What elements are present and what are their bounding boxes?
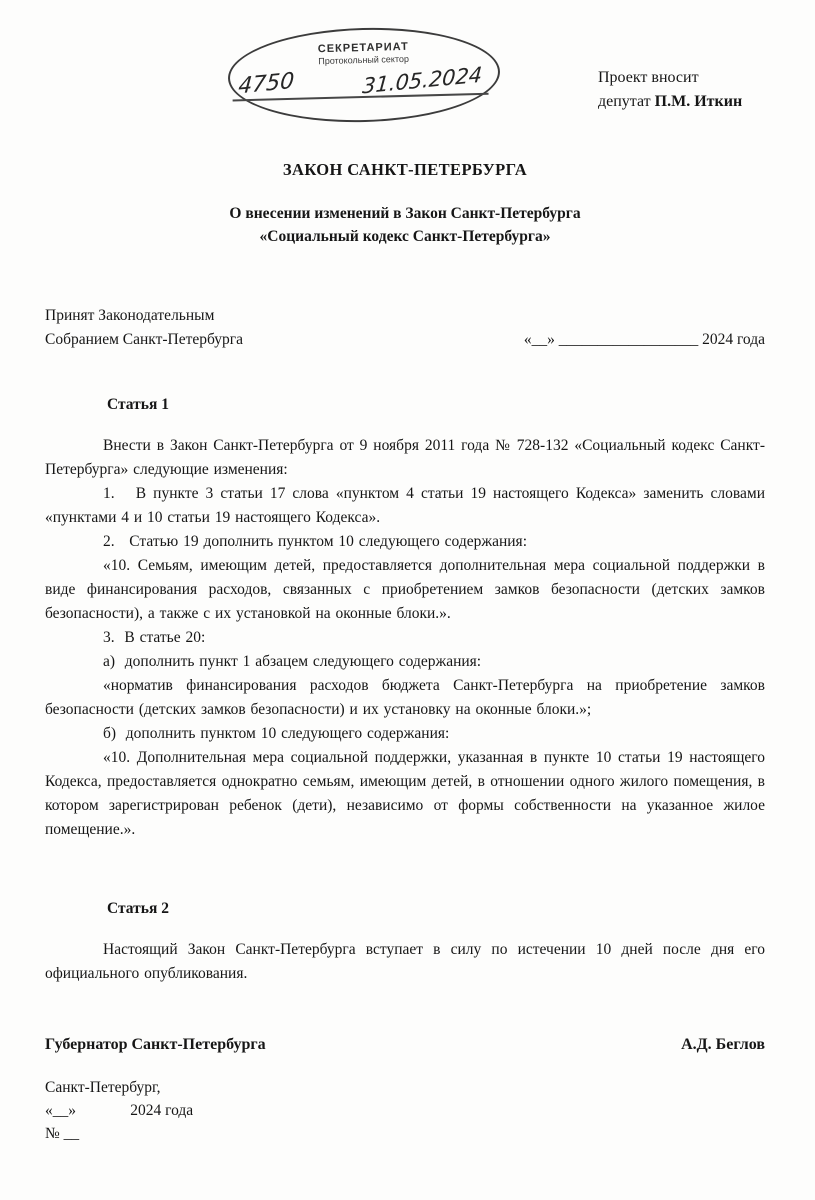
adoption-left-line-1: Принят Законодательным (45, 307, 215, 324)
submitter-role: депутат (598, 93, 651, 110)
footer-number-blank: № __ (45, 1125, 80, 1142)
governor-name: А.Д. Беглов (681, 1036, 765, 1053)
adoption-left (45, 304, 243, 352)
article-1-paragraph: «10. Дополнительная мера социальной поддержки, указанная в пункте 10 статьи 19 настоящего Кодекса, предоставляется однократно семьям, имеющим детей, в отношении одного жилого помещения, в котором зарегистрирован ребенок (дети), независимо от формы собственности на указанное жилое помещение.». (45, 749, 765, 838)
footer-block (45, 1076, 765, 1145)
article-1-paragraph: а) дополнить пункт 1 абзацем следующего содержания: (103, 653, 482, 670)
adoption-left-line-2: Собранием Санкт-Петербурга (45, 331, 244, 348)
page-title: ЗАКОН САНКТ-ПЕТЕРБУРГА (282, 160, 528, 179)
adoption-date-blank: «__» __________________ 2024 года (523, 331, 765, 348)
article-1-paragraph: «10. Семьям, имеющим детей, предоставляется дополнительная мера социальной поддержки в виде финансирования расходов, связанных с приобретением замков безопасности (детских замков безопасности), а также с их установкой на оконные блоки.». (45, 557, 765, 622)
article-1-paragraph: б) дополнить пунктом 10 следующего содержания: (103, 725, 450, 742)
article-1-heading: Статья 1 (107, 396, 169, 413)
article-1-body (45, 434, 765, 842)
subtitle-line-2: «Социальный кодекс Санкт-Петербурга» (259, 228, 551, 245)
submitter-deputy-line (598, 90, 742, 114)
article-1-paragraph: «норматив финансирования расходов бюджета Санкт-Петербурга на приобретение замков безопасности (детских замков безопасности) и их установку на оконные блоки.»; (45, 677, 765, 718)
stamp-org-name: СЕКРЕТАРИАТ (317, 40, 409, 56)
article-1-paragraph: Внести в Закон Санкт-Петербурга от 9 ноября 2011 года № 728-132 «Социальный кодекс Санкт-Петербурга» следующие изменения: (45, 437, 765, 478)
article-1-paragraph: 1. В пункте 3 статьи 17 слова «пунктом 4 статьи 19 настоящего Кодекса» заменить словами «пунктами 4 и 10 статьи 19 настоящего Кодекса». (45, 485, 765, 526)
submitter-line: Проект вносит (598, 69, 699, 86)
stamp-handwritten-row (232, 62, 489, 102)
governor-title: Губернатор Санкт-Петербурга (45, 1036, 266, 1053)
article-1-paragraph: 3. В статье 20: (103, 629, 206, 646)
submitter-name: П.М. Иткин (654, 93, 743, 110)
stamp-registration-number: 4750 (237, 68, 296, 100)
article-2-paragraph: Настоящий Закон Санкт-Петербурга вступает в силу по истечении 10 дней после дня его официального опубликования. (45, 941, 765, 982)
adoption-block (45, 304, 765, 352)
stamp-date: 31.05.2024 (361, 62, 483, 99)
article-2-heading: Статья 2 (107, 900, 169, 917)
stamp-department: Протокольный сектор (318, 53, 410, 67)
footer-city: Санкт-Петербург, (45, 1079, 161, 1096)
signature-row (45, 1036, 765, 1054)
footer-date-blank: «__» 2024 года (45, 1102, 194, 1119)
submitter-block (598, 66, 742, 114)
subtitle-line-1: О внесении изменений в Закон Санкт-Петербурга (229, 205, 581, 222)
article-1-paragraph: 2. Статью 19 дополнить пунктом 10 следующего содержания: (103, 533, 527, 550)
article-2-body (45, 938, 765, 986)
document-subtitle (45, 202, 765, 248)
